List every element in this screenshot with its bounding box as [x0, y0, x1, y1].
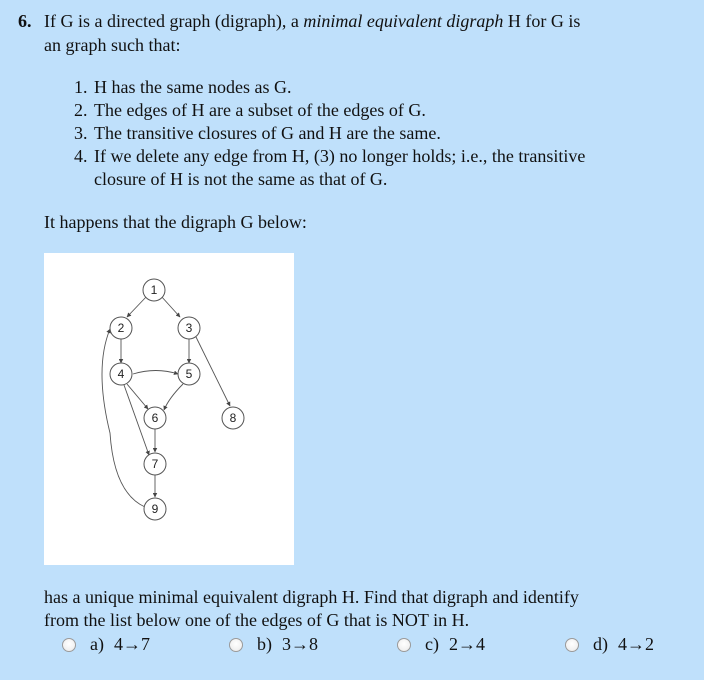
condition-text: H has the same nodes as G. — [94, 77, 292, 97]
condition-number: 1. — [74, 77, 88, 97]
option-c[interactable] — [397, 634, 485, 655]
prompt-line-1: has a unique minimal equivalent digraph H. Find that digraph and identify — [44, 587, 579, 607]
question-text-b: H for G is — [503, 11, 581, 31]
option-text: 2→4 — [448, 634, 485, 654]
edge-4-5 — [133, 371, 178, 375]
edge-4-6 — [127, 384, 148, 409]
condition-number: 4. — [74, 146, 88, 166]
condition-item — [74, 99, 674, 122]
lead-in-text: It happens that the digraph G below: — [44, 212, 307, 232]
condition-text: If we delete any edge from H, (3) no longer holds; i.e., the transitive — [94, 146, 586, 166]
option-a[interactable] — [62, 634, 150, 655]
question-header — [18, 9, 678, 57]
edge-5-6 — [164, 384, 183, 410]
radio-button[interactable] — [62, 638, 76, 652]
node-label: 9 — [151, 502, 159, 516]
option-letter: c) — [425, 634, 439, 654]
radio-button[interactable] — [565, 638, 579, 652]
condition-text: The edges of H are a subset of the edges of G. — [94, 100, 426, 120]
prompt-line-2: from the list below one of the edges of G that is NOT in H. — [44, 610, 470, 630]
edge-1-2 — [127, 296, 147, 317]
graph-node-4 — [110, 363, 132, 385]
option-b[interactable] — [229, 634, 318, 655]
node-label: 8 — [229, 411, 237, 425]
conditions-list — [74, 76, 674, 191]
node-label: 5 — [185, 367, 193, 381]
question-line-2: an graph such that: — [44, 35, 181, 55]
graph-node-5 — [178, 363, 200, 385]
answer-options — [0, 634, 704, 660]
radio-button[interactable] — [397, 638, 411, 652]
condition-item — [74, 122, 674, 145]
edge-1-3 — [161, 296, 180, 317]
condition-text: The transitive closures of G and H are the same. — [94, 123, 441, 143]
option-text: 4→2 — [618, 634, 654, 654]
option-letter: d) — [593, 634, 608, 654]
option-letter: b) — [257, 634, 272, 654]
node-label: 3 — [185, 321, 193, 335]
node-label: 7 — [151, 457, 159, 471]
graph-node-2 — [110, 317, 132, 339]
graph-node-1 — [143, 279, 165, 301]
edge-9-2 — [102, 329, 145, 507]
digraph-figure — [44, 253, 294, 565]
option-letter: a) — [90, 634, 104, 654]
question-line-1 — [18, 9, 678, 33]
graph-node-6 — [144, 407, 166, 429]
condition-item — [74, 76, 674, 99]
question-number: 6. — [18, 11, 32, 31]
answer-prompt — [44, 586, 684, 632]
edge-3-8 — [196, 337, 230, 406]
question-term: minimal equivalent digraph — [303, 11, 504, 31]
node-label: 1 — [150, 283, 158, 297]
node-label: 2 — [117, 321, 125, 335]
condition-number: 2. — [74, 100, 88, 120]
condition-text: closure of H is not the same as that of G. — [94, 169, 388, 189]
node-label: 4 — [117, 367, 125, 381]
graph-node-9 — [144, 498, 166, 520]
option-d[interactable] — [565, 634, 654, 655]
digraph-svg — [44, 253, 294, 565]
condition-item — [74, 145, 674, 191]
option-text: 4→7 — [113, 634, 150, 654]
graph-node-7 — [144, 453, 166, 475]
graph-node-8 — [222, 407, 244, 429]
question-text-a: If G is a directed graph (digraph), a — [44, 11, 304, 31]
node-label: 6 — [151, 411, 159, 425]
option-text: 3→8 — [282, 634, 318, 654]
graph-node-3 — [178, 317, 200, 339]
radio-button[interactable] — [229, 638, 243, 652]
condition-number: 3. — [74, 123, 88, 143]
